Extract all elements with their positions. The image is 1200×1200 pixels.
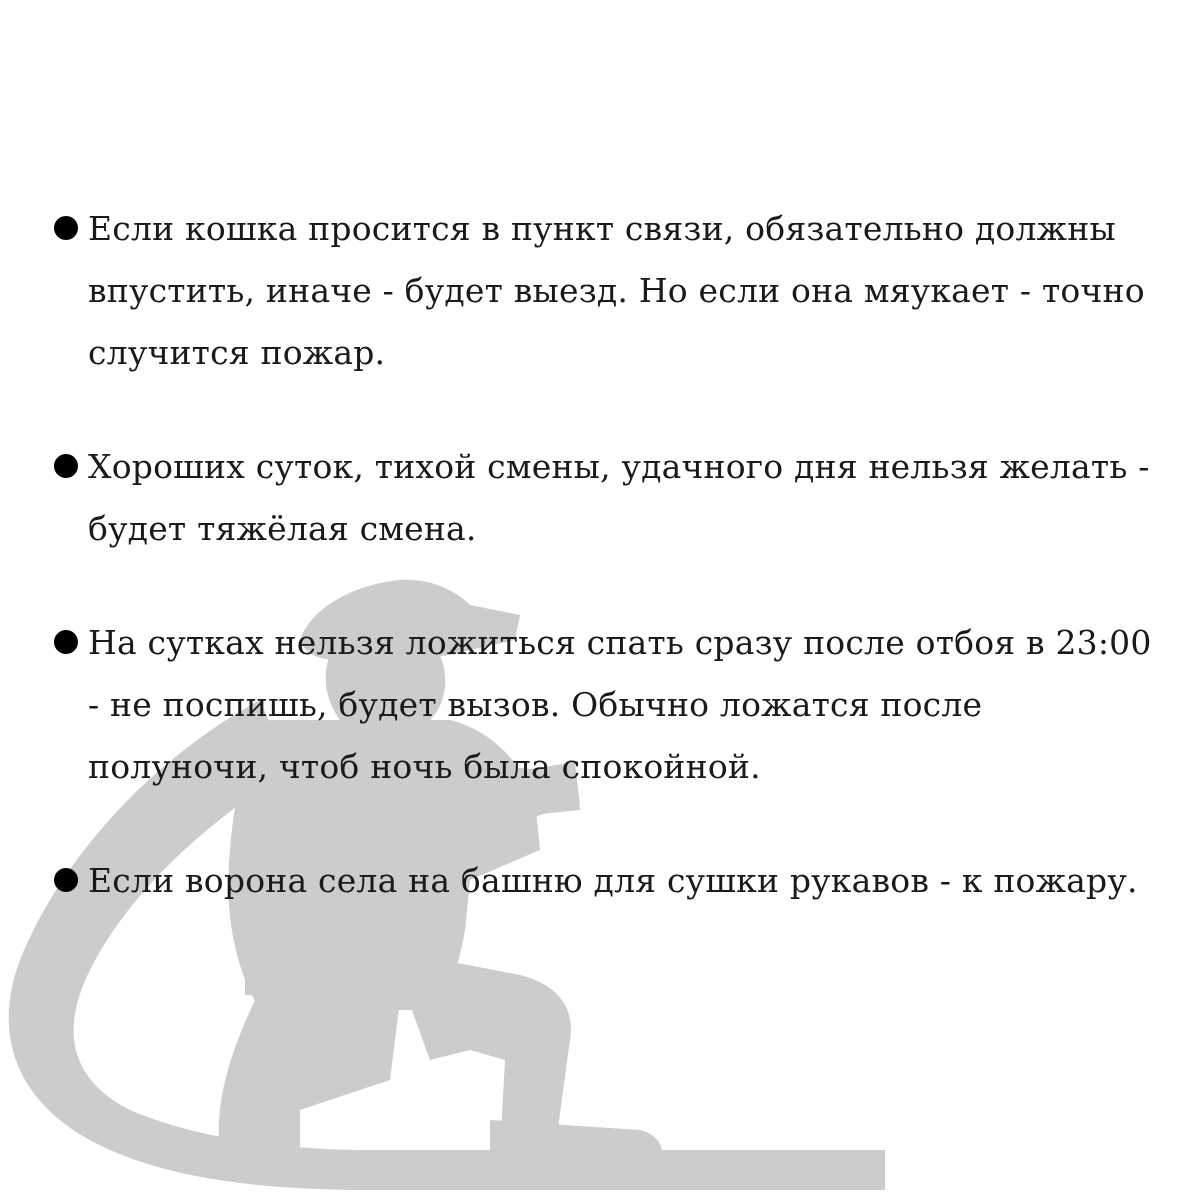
bullet-icon [54,216,78,240]
list-item [54,198,1164,384]
list-item-text: Хороших суток, тихой смены, удачного дня нельзя желать - будет тяжёлая смена. [88,447,1150,548]
bullet-icon [54,454,78,478]
list-item [54,436,1164,560]
list-item [54,612,1164,798]
list-item-text: Если кошка просится в пункт связи, обязательно должны впустить, иначе - будет выезд. Но если она мяукает - точно случится пожар. [88,209,1145,372]
bullet-icon [54,630,78,654]
list-item-text: Если ворона села на башню для сушки рукавов - к пожару. [88,861,1138,900]
superstitions-list [54,198,1164,964]
list-item-text: На сутках нельзя ложиться спать сразу после отбоя в 23:00 - не поспишь, будет вызов. Обычно ложатся после полуночи, чтоб ночь была спокойной. [88,623,1152,786]
bullet-icon [54,868,78,892]
list-item [54,850,1164,912]
